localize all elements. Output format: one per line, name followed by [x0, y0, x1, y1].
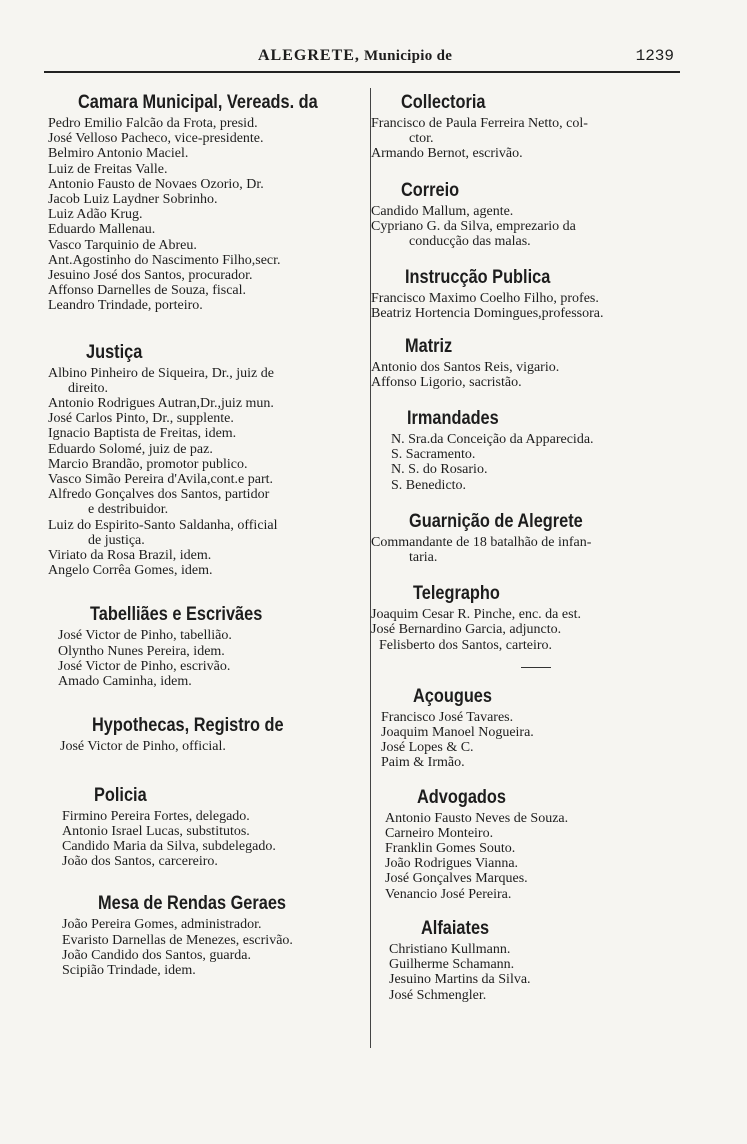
section-heading-policia: Policia: [94, 784, 147, 806]
list-item: João Candido dos Santos, guarda.: [62, 947, 251, 963]
list-item: Antonio Israel Lucas, substitutos.: [62, 823, 250, 839]
list-item: Joaquim Manoel Nogueira.: [381, 725, 534, 741]
list-item: Amado Caminha, idem.: [58, 674, 192, 690]
list-item: Antonio dos Santos Reis, vigario.: [371, 359, 560, 375]
list-item: conducção das malas.: [409, 234, 531, 250]
section-heading-guarnicao: Guarnição de Alegrete: [409, 510, 583, 532]
list-item: Felisberto dos Santos, carteiro.: [379, 637, 553, 653]
list-item: Belmiro Antonio Maciel.: [48, 146, 189, 162]
list-item: Francisco José Tavares.: [381, 709, 514, 725]
list-item: Armando Bernot, escrivão.: [371, 146, 523, 162]
list-item: S. Sacramento.: [391, 447, 476, 463]
list-item: Christiano Kullmann.: [389, 941, 511, 957]
section-justica-entries: [48, 366, 368, 579]
list-item: José Lopes & C.: [381, 740, 474, 756]
list-item: N. Sra.da Conceição da Apparecida.: [391, 432, 594, 448]
list-item: Luiz do Espirito-Santo Saldanha, official: [48, 517, 278, 533]
list-item: Jesuino José dos Santos, procurador.: [48, 268, 253, 284]
list-item: Francisco de Paula Ferreira Netto, col-: [371, 116, 588, 131]
list-item: Joaquim Cesar R. Pinche, enc. da est.: [371, 607, 581, 623]
section-heading-acougues: Açougues: [413, 685, 492, 707]
section-correio-entries: [371, 204, 696, 250]
list-item: Paim & Irmão.: [381, 755, 465, 771]
list-item: taria.: [409, 550, 438, 566]
list-item: Antonio Rodrigues Autran,Dr.,juiz mun.: [48, 396, 274, 412]
section-policia-entries: [48, 809, 368, 870]
list-item: Firmino Pereira Fortes, delegado.: [62, 808, 250, 824]
section-heading-instruccao: Instrucção Publica: [405, 267, 551, 289]
list-item: Vasco Simão Pereira d'Avila,cont.e part.: [48, 472, 274, 488]
page-header: [44, 47, 680, 71]
list-item: Candido Maria da Silva, subdelegado.: [62, 838, 276, 854]
running-title-brand: ALEGRETE,: [258, 47, 360, 64]
list-item: José Bernardino Garcia, adjuncto.: [371, 622, 562, 638]
list-item: Vasco Tarquinio de Abreu.: [48, 237, 197, 253]
list-item: S. Benedicto.: [391, 477, 467, 493]
page-number: 1239: [635, 47, 674, 65]
list-item: Luiz Adão Krug.: [48, 207, 143, 223]
list-item: Franklin Gomes Souto.: [385, 841, 516, 857]
section-telegrapho-entries: [371, 607, 696, 653]
right-column: [371, 92, 696, 1003]
list-item: Scipião Trindade, idem.: [62, 962, 196, 978]
list-item: Antonio Fausto de Novaes Ozorio, Dr.: [48, 176, 264, 192]
list-item: e destribuidor.: [88, 502, 169, 518]
list-item: Cypriano G. da Silva, emprezario da: [371, 218, 576, 234]
left-column: [48, 92, 368, 978]
list-item: João dos Santos, carcereiro.: [62, 854, 218, 870]
running-title-rest: Municipio de: [363, 48, 453, 64]
section-mesa-de-rendas-entries: [48, 917, 368, 978]
list-item: Ignacio Baptista de Freitas, idem.: [48, 426, 237, 442]
section-hypothecas-entries: [48, 739, 368, 754]
list-item: José Velloso Pacheco, vice-presidente.: [48, 131, 264, 147]
section-tabelliaes-entries: [48, 628, 368, 689]
section-acougues-entries: [371, 710, 696, 771]
section-camara-municipal: [78, 92, 368, 114]
list-item: Affonso Ligorio, sacristão.: [371, 374, 522, 390]
list-item: José Victor de Pinho, official.: [60, 739, 226, 755]
section-heading-collectoria: Collectoria: [401, 92, 486, 113]
section-guarnicao-entries: [371, 535, 696, 565]
running-title: [258, 47, 452, 65]
section-alfaiates-entries: [371, 942, 696, 1003]
section-heading-advogados: Advogados: [417, 786, 506, 808]
section-advogados-entries: [371, 811, 696, 902]
list-item: Leandro Trindade, porteiro.: [48, 298, 203, 314]
list-item: Eduardo Mallenau.: [48, 222, 156, 238]
list-item: Beatriz Hortencia Domingues,professora.: [371, 306, 604, 322]
section-heading-correio: Correio: [401, 179, 460, 201]
section-collectoria-entries: [371, 116, 696, 162]
list-item: Venancio José Pereira.: [385, 886, 512, 902]
list-item: Jesuino Martins da Silva.: [389, 972, 531, 988]
header-rule: [44, 71, 680, 73]
list-item: Pedro Emilio Falcão da Frota, presid.: [48, 116, 258, 131]
list-item: João Pereira Gomes, administrador.: [62, 917, 262, 933]
list-item: Guilherme Schamann.: [389, 957, 515, 973]
list-item: Commandante de 18 batalhão de infan-: [371, 534, 592, 550]
list-item: Jacob Luiz Laydner Sobrinho.: [48, 192, 218, 208]
list-item: Carneiro Monteiro.: [385, 825, 494, 841]
section-heading-hypothecas: Hypothecas, Registro de: [92, 715, 284, 737]
list-item: José Schmengler.: [389, 987, 487, 1003]
section-heading: Camara Municipal, Vereads. da: [78, 92, 318, 113]
section-irmandades-entries: [371, 432, 696, 493]
list-item: Antonio Fausto Neves de Souza.: [385, 810, 569, 826]
section-heading-telegrapho: Telegrapho: [413, 583, 500, 605]
list-item: Alfredo Gonçalves dos Santos, partidor: [48, 487, 270, 503]
list-item: ctor.: [409, 131, 434, 147]
section-heading-justica: Justiça: [86, 341, 143, 363]
list-item: João Rodrigues Vianna.: [385, 856, 519, 872]
list-item: José Carlos Pinto, Dr., supplente.: [48, 411, 234, 427]
list-item: Ant.Agostinho do Nascimento Filho,secr.: [48, 252, 281, 268]
list-item: de justiça.: [88, 532, 145, 548]
list-item: Affonso Darnelles de Souza, fiscal.: [48, 283, 247, 299]
section-heading-irmandades: Irmandades: [407, 408, 499, 430]
list-item: Francisco Maximo Coelho Filho, profes.: [371, 291, 599, 307]
section-heading-matriz: Matriz: [405, 335, 453, 357]
list-item: Albino Pinheiro de Siqueira, Dr., juiz de: [48, 365, 274, 381]
section-heading-mesa-de-rendas: Mesa de Rendas Geraes: [98, 893, 287, 915]
list-item: Olyntho Nunes Pereira, idem.: [58, 643, 225, 659]
list-item: Angelo Corrêa Gomes, idem.: [48, 563, 213, 579]
section-heading-tabelliaes: Tabelliães e Escrivães: [90, 604, 263, 626]
list-item: José Victor de Pinho, escrivão.: [58, 658, 231, 674]
list-item: N. S. do Rosario.: [391, 462, 488, 478]
section-heading-alfaiates: Alfaiates: [421, 917, 490, 939]
section-separator: [521, 667, 551, 668]
list-item: Candido Mallum, agente.: [371, 203, 514, 219]
list-item: Viriato da Rosa Brazil, idem.: [48, 548, 212, 564]
list-item: Eduardo Solomé, juiz de paz.: [48, 441, 213, 457]
section-camara-municipal-entries: [48, 116, 368, 314]
list-item: direito.: [68, 380, 109, 396]
section-instruccao-entries: [371, 291, 696, 321]
section-matriz-entries: [371, 360, 696, 390]
list-item: José Gonçalves Marques.: [385, 871, 528, 887]
list-item: José Victor de Pinho, tabellião.: [58, 628, 232, 644]
list-item: Evaristo Darnellas de Menezes, escrivão.: [62, 932, 293, 948]
list-item: Marcio Brandão, promotor publico.: [48, 456, 248, 472]
list-item: Luiz de Freitas Valle.: [48, 161, 168, 177]
